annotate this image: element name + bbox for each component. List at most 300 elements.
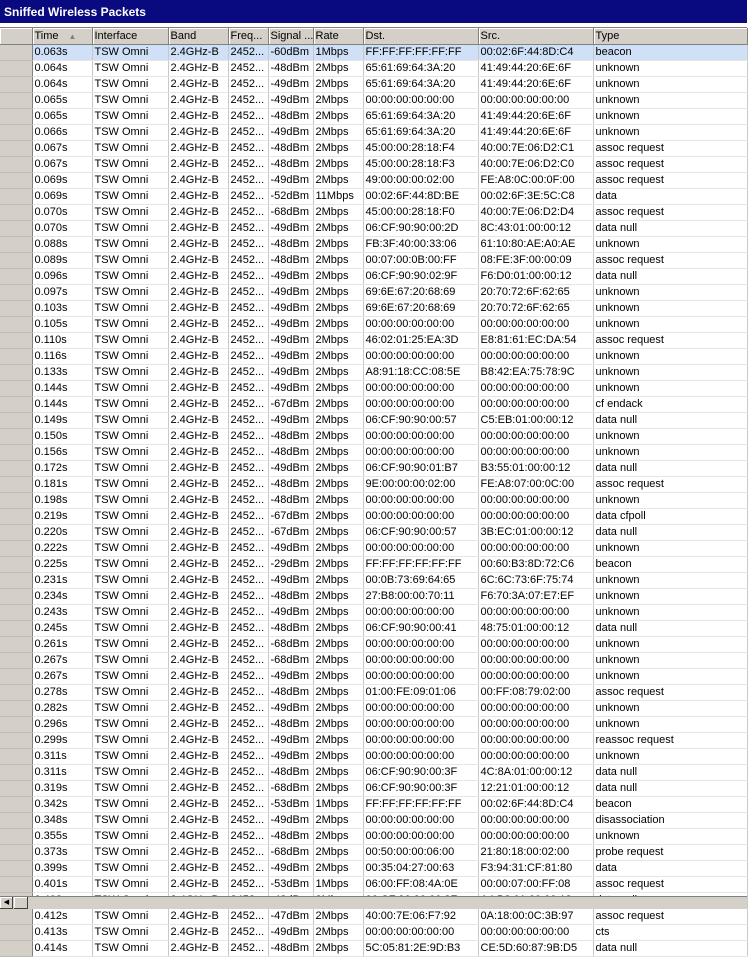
- column-header-src[interactable]: Src.: [478, 28, 593, 45]
- cell-frequency: 2452...: [228, 173, 268, 189]
- cell-type: unknown: [593, 93, 747, 109]
- cell-frequency: 2452...: [228, 109, 268, 125]
- cell-signal: -49dBm: [268, 813, 313, 829]
- cell-band: 2.4GHz-B: [168, 349, 228, 365]
- cell-time: 0.116s: [32, 349, 92, 365]
- table-row[interactable]: [0, 765, 747, 781]
- table-row[interactable]: [0, 253, 747, 269]
- cell-time: 0.144s: [32, 381, 92, 397]
- cell-rate: 2Mbps: [313, 589, 363, 605]
- row-header[interactable]: [0, 653, 32, 669]
- table-row[interactable]: [0, 141, 747, 157]
- column-header-rate[interactable]: Rate: [313, 28, 363, 45]
- table-row[interactable]: [0, 237, 747, 253]
- row-header[interactable]: [0, 253, 32, 269]
- cell-signal: -48dBm: [268, 253, 313, 269]
- table-row[interactable]: [0, 829, 747, 845]
- row-header[interactable]: [0, 93, 32, 109]
- row-header[interactable]: [0, 397, 32, 413]
- cell-src: 40:00:7E:06:D2:C0: [478, 157, 593, 173]
- cell-type: unknown: [593, 125, 747, 141]
- cell-frequency: 2452...: [228, 141, 268, 157]
- row-header[interactable]: [0, 45, 32, 61]
- cell-src: 00:00:00:00:00:00: [478, 445, 593, 461]
- row-header[interactable]: [0, 237, 32, 253]
- cell-band: 2.4GHz-B: [168, 573, 228, 589]
- cell-type: assoc request: [593, 877, 747, 893]
- cell-interface: TSW Omni: [92, 317, 168, 333]
- row-header[interactable]: [0, 557, 32, 573]
- cell-signal: -49dBm: [268, 365, 313, 381]
- cell-interface: TSW Omni: [92, 253, 168, 269]
- cell-signal: -53dBm: [268, 797, 313, 813]
- cell-dst: 00:00:00:00:00:00: [363, 93, 478, 109]
- cell-src: FE:A8:07:00:0C:00: [478, 477, 593, 493]
- cell-dst: FF:FF:FF:FF:FF:FF: [363, 557, 478, 573]
- row-header[interactable]: [0, 333, 32, 349]
- row-header[interactable]: [0, 909, 32, 925]
- table-row[interactable]: [0, 77, 747, 93]
- cell-band: 2.4GHz-B: [168, 637, 228, 653]
- row-header[interactable]: [0, 365, 32, 381]
- cell-frequency: 2452...: [228, 157, 268, 173]
- table-row[interactable]: [0, 413, 747, 429]
- cell-frequency: 2452...: [228, 733, 268, 749]
- cell-time: 0.063s: [32, 45, 92, 61]
- row-header[interactable]: [0, 269, 32, 285]
- cell-frequency: 2452...: [228, 621, 268, 637]
- cell-signal: -49dBm: [268, 413, 313, 429]
- cell-src: 00:00:00:00:00:00: [478, 381, 593, 397]
- row-header[interactable]: [0, 941, 32, 957]
- cell-time: 0.261s: [32, 637, 92, 653]
- table-row[interactable]: [0, 61, 747, 77]
- cell-rate: 2Mbps: [313, 109, 363, 125]
- cell-frequency: 2452...: [228, 221, 268, 237]
- row-header[interactable]: [0, 301, 32, 317]
- cell-dst: 46:02:01:25:EA:3D: [363, 333, 478, 349]
- cell-interface: TSW Omni: [92, 157, 168, 173]
- cell-frequency: 2452...: [228, 509, 268, 525]
- table-row[interactable]: [0, 701, 747, 717]
- cell-band: 2.4GHz-B: [168, 477, 228, 493]
- row-header[interactable]: [0, 429, 32, 445]
- row-header[interactable]: [0, 637, 32, 653]
- cell-interface: TSW Omni: [92, 797, 168, 813]
- cell-frequency: 2452...: [228, 797, 268, 813]
- cell-signal: -48dBm: [268, 621, 313, 637]
- cell-rate: 2Mbps: [313, 125, 363, 141]
- column-header-time[interactable]: Time ▲: [32, 28, 92, 45]
- cell-rate: 2Mbps: [313, 509, 363, 525]
- row-header[interactable]: [0, 925, 32, 941]
- cell-frequency: 2452...: [228, 189, 268, 205]
- row-header[interactable]: [0, 509, 32, 525]
- cell-interface: TSW Omni: [92, 605, 168, 621]
- cell-interface: TSW Omni: [92, 557, 168, 573]
- cell-time: 0.067s: [32, 157, 92, 173]
- cell-time: 0.133s: [32, 365, 92, 381]
- cell-dst: 06:CF:90:90:01:B7: [363, 461, 478, 477]
- cell-rate: 2Mbps: [313, 381, 363, 397]
- cell-dst: 00:00:00:00:00:00: [363, 493, 478, 509]
- table-row[interactable]: [0, 941, 747, 957]
- cell-frequency: 2452...: [228, 301, 268, 317]
- table-row[interactable]: [0, 381, 747, 397]
- cell-signal: -49dBm: [268, 221, 313, 237]
- cell-type: data null: [593, 413, 747, 429]
- row-header[interactable]: [0, 669, 32, 685]
- cell-signal: -48dBm: [268, 941, 313, 957]
- cell-band: 2.4GHz-B: [168, 445, 228, 461]
- cell-type: cts: [593, 925, 747, 941]
- table-row[interactable]: [0, 397, 747, 413]
- row-header[interactable]: [0, 589, 32, 605]
- table-row[interactable]: [0, 109, 747, 125]
- row-header[interactable]: [0, 189, 32, 205]
- table-row[interactable]: [0, 557, 747, 573]
- cell-frequency: 2452...: [228, 237, 268, 253]
- column-header-frequency[interactable]: Freq...: [228, 28, 268, 45]
- row-header[interactable]: [0, 157, 32, 173]
- row-header[interactable]: [0, 701, 32, 717]
- row-header[interactable]: [0, 861, 32, 877]
- table-row[interactable]: [0, 541, 747, 557]
- cell-dst: 00:00:00:00:00:00: [363, 381, 478, 397]
- row-header[interactable]: [0, 765, 32, 781]
- cell-band: 2.4GHz-B: [168, 397, 228, 413]
- cell-src: 00:FF:08:79:02:00: [478, 685, 593, 701]
- cell-dst: 06:CF:90:90:00:57: [363, 525, 478, 541]
- table-row[interactable]: [0, 269, 747, 285]
- table-row[interactable]: [0, 157, 747, 173]
- table-row[interactable]: [0, 301, 747, 317]
- table-row[interactable]: [0, 333, 747, 349]
- cell-time: 0.414s: [32, 941, 92, 957]
- table-row[interactable]: [0, 845, 747, 861]
- table-row[interactable]: [0, 813, 747, 829]
- cell-signal: -49dBm: [268, 285, 313, 301]
- scroll-thumb[interactable]: [14, 897, 28, 909]
- cell-type: unknown: [593, 589, 747, 605]
- cell-band: 2.4GHz-B: [168, 45, 228, 61]
- cell-band: 2.4GHz-B: [168, 493, 228, 509]
- cell-rate: 2Mbps: [313, 285, 363, 301]
- cell-time: 0.103s: [32, 301, 92, 317]
- cell-src: B3:55:01:00:00:12: [478, 461, 593, 477]
- cell-dst: 5C:05:81:2E:9D:B3: [363, 941, 478, 957]
- column-header-signal[interactable]: Signal ...: [268, 28, 313, 45]
- cell-frequency: 2452...: [228, 541, 268, 557]
- cell-interface: TSW Omni: [92, 509, 168, 525]
- cell-signal: -52dBm: [268, 189, 313, 205]
- table-row[interactable]: [0, 93, 747, 109]
- cell-frequency: 2452...: [228, 925, 268, 941]
- table-row[interactable]: [0, 605, 747, 621]
- column-header-dst[interactable]: Dst.: [363, 28, 478, 45]
- cell-dst: 00:00:00:00:00:00: [363, 717, 478, 733]
- cell-frequency: 2452...: [228, 829, 268, 845]
- cell-dst: 00:00:00:00:00:00: [363, 317, 478, 333]
- scroll-left-arrow-icon[interactable]: ◀: [0, 897, 13, 909]
- cell-rate: 2Mbps: [313, 541, 363, 557]
- cell-rate: 2Mbps: [313, 669, 363, 685]
- table-row[interactable]: [0, 909, 747, 925]
- column-header-type[interactable]: Type: [593, 28, 747, 45]
- cell-band: 2.4GHz-B: [168, 525, 228, 541]
- cell-time: 0.097s: [32, 285, 92, 301]
- table-row[interactable]: [0, 461, 747, 477]
- cell-dst: 65:61:69:64:3A:20: [363, 109, 478, 125]
- cell-signal: -49dBm: [268, 701, 313, 717]
- cell-frequency: 2452...: [228, 397, 268, 413]
- cell-time: 0.243s: [32, 605, 92, 621]
- row-header[interactable]: [0, 717, 32, 733]
- cell-dst: 00:0B:73:69:64:65: [363, 573, 478, 589]
- cell-dst: 00:00:00:00:00:00: [363, 349, 478, 365]
- cell-interface: TSW Omni: [92, 845, 168, 861]
- cell-src: 00:00:00:00:00:00: [478, 317, 593, 333]
- cell-frequency: 2452...: [228, 205, 268, 221]
- cell-signal: -49dBm: [268, 669, 313, 685]
- table-row[interactable]: [0, 573, 747, 589]
- row-header[interactable]: [0, 797, 32, 813]
- table-row[interactable]: [0, 749, 747, 765]
- table-row[interactable]: [0, 589, 747, 605]
- cell-time: 0.399s: [32, 861, 92, 877]
- cell-interface: TSW Omni: [92, 493, 168, 509]
- cell-interface: TSW Omni: [92, 333, 168, 349]
- cell-src: FE:A8:0C:00:0F:00: [478, 173, 593, 189]
- cell-interface: TSW Omni: [92, 669, 168, 685]
- table-row[interactable]: [0, 317, 747, 333]
- row-header[interactable]: [0, 125, 32, 141]
- cell-rate: 2Mbps: [313, 637, 363, 653]
- cell-band: 2.4GHz-B: [168, 285, 228, 301]
- cell-time: 0.319s: [32, 781, 92, 797]
- cell-rate: 2Mbps: [313, 253, 363, 269]
- row-header[interactable]: [0, 845, 32, 861]
- cell-signal: -49dBm: [268, 301, 313, 317]
- cell-src: 00:00:00:00:00:00: [478, 541, 593, 557]
- cell-signal: -48dBm: [268, 109, 313, 125]
- cell-interface: TSW Omni: [92, 781, 168, 797]
- cell-type: unknown: [593, 605, 747, 621]
- cell-band: 2.4GHz-B: [168, 173, 228, 189]
- row-header[interactable]: [0, 829, 32, 845]
- cell-band: 2.4GHz-B: [168, 189, 228, 205]
- table-row[interactable]: [0, 189, 747, 205]
- table-row[interactable]: [0, 125, 747, 141]
- cell-signal: -48dBm: [268, 237, 313, 253]
- table-row[interactable]: [0, 925, 747, 941]
- row-header[interactable]: [0, 573, 32, 589]
- row-header[interactable]: [0, 541, 32, 557]
- cell-time: 0.267s: [32, 669, 92, 685]
- cell-type: data cfpoll: [593, 509, 747, 525]
- cell-signal: -67dBm: [268, 509, 313, 525]
- column-header-band[interactable]: Band: [168, 28, 228, 45]
- table-row[interactable]: [0, 173, 747, 189]
- packet-table[interactable]: [0, 27, 747, 954]
- cell-src: 3B:EC:01:00:00:12: [478, 525, 593, 541]
- table-row[interactable]: [0, 733, 747, 749]
- row-header[interactable]: [0, 461, 32, 477]
- cell-signal: -49dBm: [268, 541, 313, 557]
- cell-type: unknown: [593, 493, 747, 509]
- cell-src: B8:42:EA:75:78:9C: [478, 365, 593, 381]
- row-header[interactable]: [0, 605, 32, 621]
- cell-rate: 2Mbps: [313, 557, 363, 573]
- cell-frequency: 2452...: [228, 909, 268, 925]
- cell-dst: 49:00:00:00:02:00: [363, 173, 478, 189]
- table-row[interactable]: [0, 525, 747, 541]
- row-header[interactable]: [0, 317, 32, 333]
- cell-src: 00:00:00:00:00:00: [478, 829, 593, 845]
- cell-interface: TSW Omni: [92, 541, 168, 557]
- cell-type: unknown: [593, 237, 747, 253]
- cell-type: unknown: [593, 381, 747, 397]
- cell-src: E8:81:61:EC:DA:54: [478, 333, 593, 349]
- cell-time: 0.110s: [32, 333, 92, 349]
- cell-interface: TSW Omni: [92, 173, 168, 189]
- row-header[interactable]: [0, 445, 32, 461]
- cell-frequency: 2452...: [228, 429, 268, 445]
- table-row[interactable]: [0, 45, 747, 61]
- cell-signal: -49dBm: [268, 381, 313, 397]
- cell-rate: 2Mbps: [313, 685, 363, 701]
- cell-signal: -48dBm: [268, 717, 313, 733]
- cell-band: 2.4GHz-B: [168, 621, 228, 637]
- row-header[interactable]: [0, 493, 32, 509]
- cell-time: 0.065s: [32, 109, 92, 125]
- row-header[interactable]: [0, 749, 32, 765]
- cell-time: 0.296s: [32, 717, 92, 733]
- table-row[interactable]: [0, 349, 747, 365]
- cell-rate: 2Mbps: [313, 221, 363, 237]
- row-header[interactable]: [0, 141, 32, 157]
- cell-band: 2.4GHz-B: [168, 557, 228, 573]
- cell-time: 0.342s: [32, 797, 92, 813]
- table-row[interactable]: [0, 493, 747, 509]
- row-header[interactable]: [0, 813, 32, 829]
- cell-type: beacon: [593, 557, 747, 573]
- row-header[interactable]: [0, 205, 32, 221]
- cell-dst: 00:00:00:00:00:00: [363, 541, 478, 557]
- cell-signal: -49dBm: [268, 125, 313, 141]
- cell-src: 40:00:7E:06:D2:D4: [478, 205, 593, 221]
- cell-time: 0.067s: [32, 141, 92, 157]
- cell-dst: 06:CF:90:90:02:9F: [363, 269, 478, 285]
- table-row[interactable]: [0, 797, 747, 813]
- cell-frequency: 2452...: [228, 125, 268, 141]
- cell-rate: 2Mbps: [313, 813, 363, 829]
- cell-frequency: 2452...: [228, 93, 268, 109]
- cell-frequency: 2452...: [228, 45, 268, 61]
- table-row[interactable]: [0, 669, 747, 685]
- cell-interface: TSW Omni: [92, 813, 168, 829]
- row-header[interactable]: [0, 781, 32, 797]
- cell-signal: -49dBm: [268, 605, 313, 621]
- row-header[interactable]: [0, 285, 32, 301]
- cell-signal: -67dBm: [268, 525, 313, 541]
- cell-rate: 2Mbps: [313, 493, 363, 509]
- row-header[interactable]: [0, 173, 32, 189]
- cell-frequency: 2452...: [228, 413, 268, 429]
- horizontal-scrollbar[interactable]: [0, 896, 747, 909]
- cell-interface: TSW Omni: [92, 77, 168, 93]
- table-row[interactable]: [0, 685, 747, 701]
- cell-dst: 65:61:69:64:3A:20: [363, 61, 478, 77]
- cell-rate: 2Mbps: [313, 861, 363, 877]
- cell-interface: TSW Omni: [92, 365, 168, 381]
- row-header[interactable]: [0, 109, 32, 125]
- row-header[interactable]: [0, 733, 32, 749]
- cell-type: assoc request: [593, 141, 747, 157]
- cell-signal: -49dBm: [268, 733, 313, 749]
- cell-frequency: 2452...: [228, 701, 268, 717]
- cell-dst: 00:00:00:00:00:00: [363, 733, 478, 749]
- row-header[interactable]: [0, 381, 32, 397]
- row-header[interactable]: [0, 477, 32, 493]
- row-header[interactable]: [0, 877, 32, 893]
- cell-signal: -49dBm: [268, 77, 313, 93]
- table-row[interactable]: [0, 285, 747, 301]
- row-header[interactable]: [0, 221, 32, 237]
- row-header[interactable]: [0, 77, 32, 93]
- table-row[interactable]: [0, 637, 747, 653]
- cell-time: 0.355s: [32, 829, 92, 845]
- cell-dst: 00:00:00:00:00:00: [363, 509, 478, 525]
- cell-rate: 2Mbps: [313, 573, 363, 589]
- table-row[interactable]: [0, 429, 747, 445]
- cell-band: 2.4GHz-B: [168, 141, 228, 157]
- cell-signal: -48dBm: [268, 589, 313, 605]
- table-row[interactable]: [0, 365, 747, 381]
- cell-dst: 00:00:00:00:00:00: [363, 429, 478, 445]
- column-header-interface[interactable]: Interface: [92, 28, 168, 45]
- table-row[interactable]: [0, 445, 747, 461]
- row-header[interactable]: [0, 621, 32, 637]
- table-row[interactable]: [0, 653, 747, 669]
- table-row[interactable]: [0, 509, 747, 525]
- row-header[interactable]: [0, 61, 32, 77]
- table-row[interactable]: [0, 861, 747, 877]
- cell-src: 00:00:00:00:00:00: [478, 669, 593, 685]
- row-header[interactable]: [0, 349, 32, 365]
- table-row[interactable]: [0, 717, 747, 733]
- cell-type: assoc request: [593, 253, 747, 269]
- cell-rate: 2Mbps: [313, 237, 363, 253]
- cell-signal: -49dBm: [268, 93, 313, 109]
- table-row[interactable]: [0, 877, 747, 893]
- row-header[interactable]: [0, 685, 32, 701]
- row-header-corner[interactable]: [0, 28, 32, 45]
- table-row[interactable]: [0, 477, 747, 493]
- cell-band: 2.4GHz-B: [168, 381, 228, 397]
- table-row[interactable]: [0, 221, 747, 237]
- row-header[interactable]: [0, 413, 32, 429]
- table-row[interactable]: [0, 781, 747, 797]
- cell-dst: 65:61:69:64:3A:20: [363, 77, 478, 93]
- cell-src: 00:00:00:00:00:00: [478, 701, 593, 717]
- table-row[interactable]: [0, 205, 747, 221]
- table-row[interactable]: [0, 621, 747, 637]
- cell-type: data: [593, 861, 747, 877]
- row-header[interactable]: [0, 525, 32, 541]
- cell-signal: -48dBm: [268, 141, 313, 157]
- cell-frequency: 2452...: [228, 685, 268, 701]
